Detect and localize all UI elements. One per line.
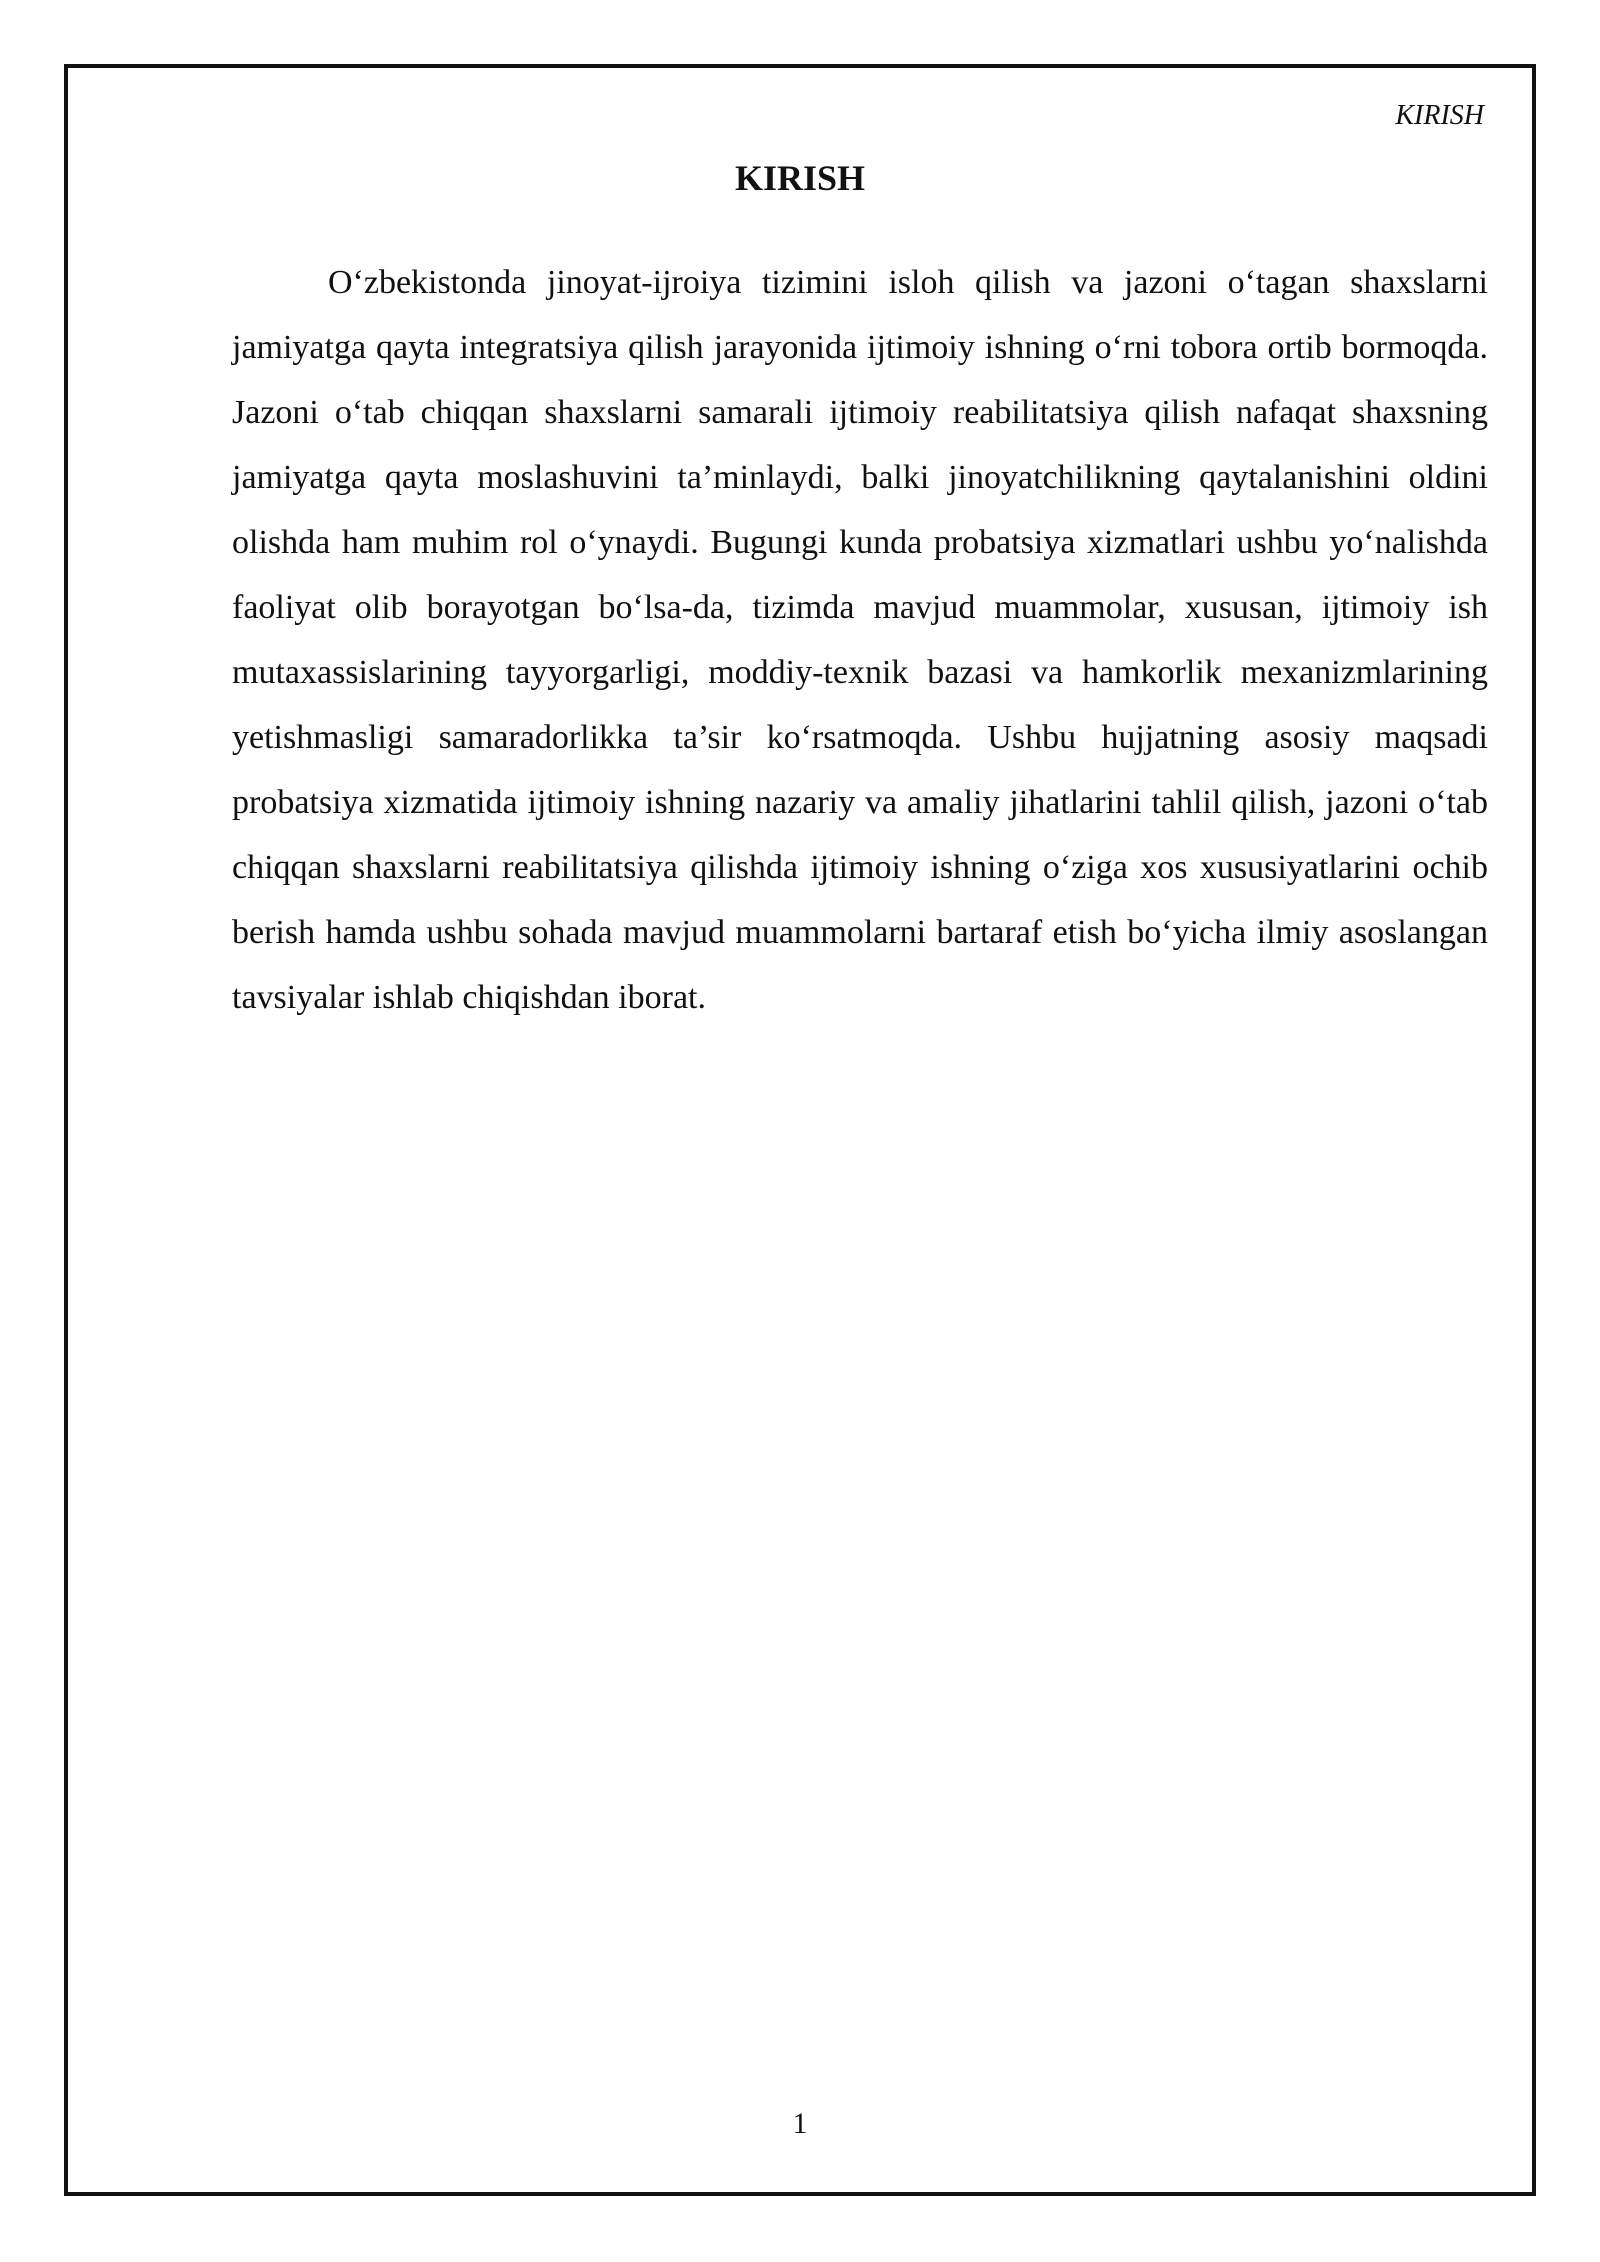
body-paragraph: O‘zbekistonda jinoyat-ijroiya tizimini isloh qilish va jazoni o‘tagan shaxslarni jamiyatga qayta integratsiya qilish jarayonida ijtimoiy ishning o‘rni tobora ortib bormoqda. Jazoni o‘tab chiqqan shaxslarni samarali ijtimoiy reabilitatsiya qilish nafaqat shaxsning jamiyatga qayta moslashuvini ta’minlaydi, balki jinoyatchilikning qaytalanishini oldini olishda ham muhim rol o‘ynaydi. Bugungi kunda probatsiya xizmatlari ushbu yo‘nalishda faoliyat olib borayotgan bo‘lsa-da, tizimda mavjud muammolar, xususan, ijtimoiy ish mutaxassislarining tayyorgarligi, moddiy-texnik bazasi va hamkorlik mexanizmlarining yetishmasligi samaradorlikka ta’sir ko‘rsatmoqda. Ushbu hujjatning asosiy maqsadi probatsiya xizmatida ijtimoiy ishning nazariy va amaliy jihatlarini tahlil qilish, jazoni o‘tab chiqqan shaxslarni reabilitatsiya qilishda ijtimoiy ishning o‘ziga xos xususiyatlarini ochib berish hamda ushbu sohada mavjud muammolarni bartaraf etish bo‘yicha ilmiy asoslangan tavsiyalar ishlab chiqishdan iborat. (232, 264, 1488, 1016)
section-title: KIRISH (734, 158, 866, 198)
running-header: KIRISH (1395, 100, 1484, 131)
page-border (64, 64, 1536, 2196)
page-number: 1 (792, 2107, 808, 2140)
